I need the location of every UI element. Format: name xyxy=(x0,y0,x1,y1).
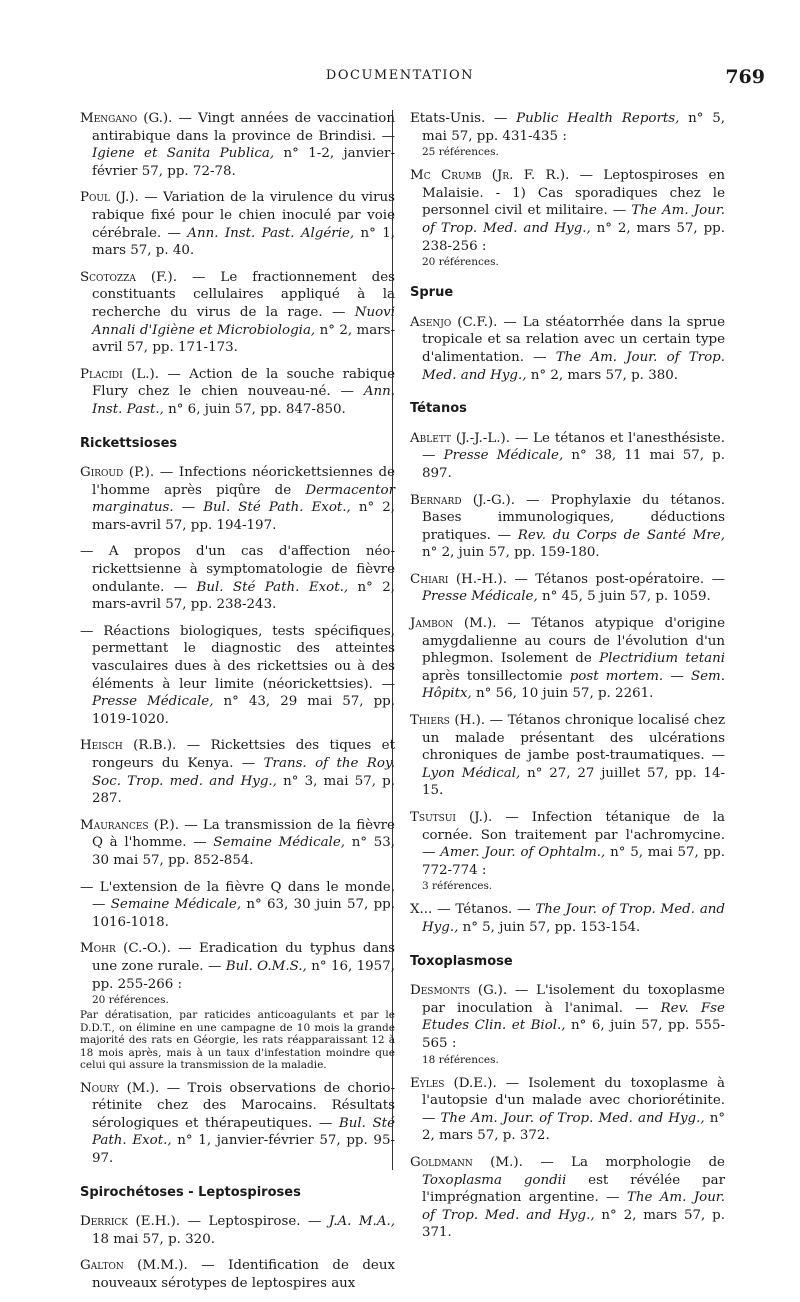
entry-text: — xyxy=(173,500,204,516)
bibliography-entry xyxy=(410,901,725,936)
entry-author: Scotozza (F.). xyxy=(80,269,178,285)
entry-text: après tonsillectomie xyxy=(422,668,570,684)
bibliography-entry xyxy=(80,110,395,180)
entry-journal: Bul. Sté Path. Exot., xyxy=(92,1115,395,1149)
entry-author: Tsutsui (J.). xyxy=(410,810,493,825)
entry-journal: Bul. Sté Path. Exot., xyxy=(203,500,351,516)
entry-text: — La stéatorrhée dans la sprue tropicale et sa relation avec un certain type d'alimentation. — xyxy=(422,314,725,365)
entry-details: n° 6, juin 57, pp. 555-565 : xyxy=(422,1018,725,1051)
entry-journal: Ann. Inst. Past. Algérie, xyxy=(187,225,355,241)
entry-text: — L'isolement du toxoplasme par inoculation à l'animal. — xyxy=(422,983,725,1016)
entry-text: — Le tétanos et l'anesthésiste. — xyxy=(422,430,725,464)
entry-references-count: 20 références. xyxy=(422,256,499,269)
entry-details: n° 2, mars-avril 57, pp. 238-243. xyxy=(92,579,395,613)
entry-details: n° 53, 30 mai 57, pp. 852-854. xyxy=(92,835,395,868)
entry-author: Jambon (M.). xyxy=(410,616,497,632)
entry-text: — Tétanos post-opératoire. — xyxy=(507,571,725,587)
entry-text: — Infection tétanique de la cornée. Son traitement par l'achromycine. — xyxy=(422,810,725,861)
entry-author: Heisch (R.B.). xyxy=(80,738,177,754)
entry-details: n° 2, mars-avril 57, pp. 171-173. xyxy=(92,322,395,356)
bibliography-entry xyxy=(80,269,395,357)
entry-references-count: 3 références. xyxy=(422,880,493,893)
page-number: 769 xyxy=(725,66,765,88)
entry-text: — Action de la souche rabique Flury chez le chien nouveau-né. — xyxy=(92,366,395,400)
left-column xyxy=(80,110,395,1302)
entry-author: Noury (M.). xyxy=(80,1080,160,1096)
entry-text: — Prophylaxie du tétanos. Bases immunologiques, déductions pratiques. — xyxy=(422,492,725,543)
entry-author: Chiari (H.-H.). xyxy=(410,571,508,587)
section-heading-rickettsioses: Rickettsioses xyxy=(80,435,178,451)
entry-text: — Vingt années de vaccination antirabique dans la province de Brindisi. — xyxy=(92,111,395,144)
entry-details: n° 2, juin 57, pp. 159-180. xyxy=(422,545,600,561)
entry-journal: The Am. Jour. of Trop. Med. and Hyg., xyxy=(422,1190,725,1223)
section-heading-sprue: Sprue xyxy=(410,285,454,301)
entry-references-count: 20 références. xyxy=(92,994,169,1007)
entry-author: Goldmann (M.). xyxy=(410,1154,523,1170)
entry-text: — La morphologie de xyxy=(522,1154,725,1170)
entry-text: — Rickettsies des tiques et rongeurs du Kenya. — xyxy=(92,738,395,771)
entry-journal: Rev. Fse Etudes Clin. et Biol., xyxy=(422,1000,725,1034)
abstract-note: Par dératisation, par raticides anticoagulants et par le D.D.T., on élimine en une campagne de 10 mois la grande majorité des rats en Géorgie, les rats réapparaissant 12 à 18 mois après, mais à un taux d'infestation moindre que celui qui assure la transmission de la maladie. xyxy=(80,1009,395,1072)
bibliography-entry xyxy=(80,940,395,1006)
entry-author: X... xyxy=(410,902,433,918)
entry-journal: Presse Médicale, xyxy=(92,694,214,710)
entry-journal: The Am. Jour. of Trop. Med. and Hyg., xyxy=(422,349,725,383)
entry-journal: Nuovi Annali d'Igiène et Microbiologia, xyxy=(92,304,395,338)
bibliography-entry xyxy=(410,430,725,483)
entry-journal: J.A. M.A., xyxy=(328,1214,395,1230)
entry-author: Mohr (C.-O.). xyxy=(80,941,171,957)
entry-author: Poul (J.). xyxy=(80,190,139,206)
entry-journal: Igiene et Sanita Publica, xyxy=(92,146,275,162)
entry-details: n° 27, 27 juillet 57, pp. 14-15. xyxy=(422,765,725,799)
entry-text: — xyxy=(663,668,691,684)
bibliography-entry xyxy=(410,1075,725,1145)
entry-list xyxy=(80,464,395,1006)
bibliography-entry xyxy=(80,1080,395,1168)
entry-author: Eyles (D.E.). xyxy=(410,1075,497,1091)
bibliography-entry xyxy=(80,543,395,613)
entry-text: — Réactions biologiques, tests spécifiques, permettant le diagnostic des atteintes vasculaires dues à des rickettsies ou à des éléments à leur limite (néorickettsies). — xyxy=(80,623,395,692)
entry-text: — Tétanos atypique d'origine amygdalienne au cours de l'évolution d'un phlegmon. Isolement de xyxy=(422,616,725,667)
section-heading-tetanos: Tétanos xyxy=(410,401,467,417)
bibliography-entry xyxy=(80,464,395,534)
entry-author: Maurances (P.). xyxy=(80,817,180,833)
bibliography-entry xyxy=(80,1213,395,1248)
bibliography-entry xyxy=(410,982,725,1065)
entry-journal: Lyon Médical, xyxy=(422,765,521,781)
running-header: DOCUMENTATION xyxy=(325,68,475,83)
entry-author: Thiers (H.). xyxy=(410,713,486,729)
entry-details: n° 2, mars 57, p. 372. xyxy=(422,1110,726,1144)
entry-details: n° 1-2, janvier-février 57, pp. 72-78. xyxy=(92,146,395,179)
bibliography-entry xyxy=(410,809,725,892)
entry-details: n° 5, mai 57, pp. 772-774 : xyxy=(422,845,725,878)
entry-details: 18 mai 57, p. 320. xyxy=(92,1231,215,1247)
section-heading-spirochetoses: Spirochétoses - Leptospiroses xyxy=(80,1184,301,1200)
entry-journal: Rev. du Corps de Santé Mre, xyxy=(517,527,725,543)
entry-details: n° 2, mars 57, p. 380. xyxy=(526,367,679,383)
entry-details: n° 3, mai 57, p. 287. xyxy=(92,773,395,807)
entry-journal: The Jour. of Trop. Med. and Hyg., xyxy=(422,902,725,935)
entry-journal: Sem. Hôpitx, xyxy=(422,668,726,702)
entry-text: — Tétanos chronique localisé chez un malade présentant des ulcérations chroniques de jambe post-traumatiques. — xyxy=(422,713,725,764)
bibliography-entry xyxy=(410,615,725,703)
right-column xyxy=(410,110,725,1251)
bibliography-entry xyxy=(410,571,725,606)
entry-list xyxy=(80,110,395,419)
entry-journal: Bul. Sté Path. Exot., xyxy=(196,579,349,595)
bibliography-entry xyxy=(410,492,725,562)
entry-author: Galton (M.M.). xyxy=(80,1258,188,1274)
entry-details: n° 2, mars 57, p. 371. xyxy=(422,1207,725,1241)
entry-details: n° 2, mars 57, pp. 238-256 : xyxy=(422,220,725,254)
entry-details: n° 16, 1957, pp. 255-266 : xyxy=(92,958,395,992)
entry-details: n° 56, 10 juin 57, p. 2261. xyxy=(471,686,654,702)
entry-details: n° 1, janvier-février 57, pp. 95-97. xyxy=(92,1133,395,1166)
entry-list xyxy=(410,314,725,384)
entry-journal: Presse Médicale, xyxy=(443,448,564,464)
entry-author: Bernard (J.-G.). xyxy=(410,492,516,508)
entry-references-count: 25 références. xyxy=(422,146,499,159)
entry-references-count: 18 références. xyxy=(422,1053,499,1066)
entry-author: Asenjo (C.F.). xyxy=(410,314,498,330)
entry-details: n° 1, mars 57, p. 40. xyxy=(92,225,396,259)
bibliography-entry xyxy=(410,712,725,800)
entry-author: Desmonts (G.). xyxy=(410,983,508,999)
entry-text: est révélée par l'imprégnation argentine. — xyxy=(422,1172,725,1206)
bibliography-entry xyxy=(80,189,395,259)
entry-text: — Eradication du typhus dans une zone rurale. — xyxy=(92,941,395,974)
entry-list xyxy=(80,1213,395,1292)
entry-author: Placidi (L.). xyxy=(80,366,159,382)
entry-text: — Tétanos. — xyxy=(432,902,536,918)
entry-journal: Public Health Reports, xyxy=(516,111,680,126)
entry-list xyxy=(80,1080,395,1168)
entry-journal: Semaine Médicale, xyxy=(213,835,346,851)
bibliography-entry xyxy=(80,737,395,807)
entry-list xyxy=(410,430,725,937)
entry-journal: Bul. O.M.S., xyxy=(225,958,307,974)
entry-text: — L'extension de la fièvre Q dans le monde. — xyxy=(80,879,395,913)
entry-journal: Toxoplasma gondii xyxy=(422,1172,567,1188)
entry-details: n° 38, 11 mai 57, p. 897. xyxy=(422,448,726,481)
entry-journal: Trans. of the Roy. Soc. Trop. med. and Hyg., xyxy=(92,756,395,789)
entry-text: — Le fractionnement des constituants cellulaires appliqué à la recherche du virus de la rage. — xyxy=(92,269,396,320)
entry-text: — Identification de deux nouveaux sérotypes de leptospires aux xyxy=(92,1258,395,1291)
bibliography-entry xyxy=(80,817,395,870)
entry-text: Etats-Unis. — xyxy=(410,111,517,126)
entry-details: n° 5, juin 57, pp. 153-154. xyxy=(458,919,641,935)
entry-text: — Leptospirose. — xyxy=(180,1214,329,1230)
bibliography-entry xyxy=(80,879,395,932)
entry-text: — Trois observations de chorio-rétinite chez des Marocains. Résultats sérologiques et thérapeutiques. — xyxy=(92,1080,395,1131)
entry-journal: Ann. Inst. Past., xyxy=(92,384,395,417)
entry-details: n° 45, 5 juin 57, p. 1059. xyxy=(537,589,711,605)
entry-text: — Variation de la virulence du virus rabique fixé pour le chien inoculé par voie cérébrale. — xyxy=(92,190,395,241)
bibliography-entry xyxy=(410,110,725,158)
entry-journal: Dermacentor marginatus. xyxy=(92,482,395,516)
entry-journal: The Am. Jour. of Trop. Med. and Hyg., xyxy=(440,1110,705,1126)
section-heading-toxoplasmose: Toxoplasmose xyxy=(410,953,513,969)
entry-author: Mengano (G.). xyxy=(80,111,173,126)
entry-journal: Amer. Jour. of Ophtalm., xyxy=(440,845,606,861)
bibliography-entry xyxy=(410,1154,725,1242)
entry-journal: Semaine Médicale, xyxy=(110,897,242,913)
entry-text: — A propos d'un cas d'affection néo-rickettsienne à symptomatologie de fièvre ondulante. — xyxy=(80,544,395,595)
entry-details: n° 2, mars-avril 57, pp. 194-197. xyxy=(92,500,396,533)
bibliography-entry xyxy=(410,167,725,268)
bibliography-entry xyxy=(80,623,395,729)
entry-details: n° 43, 29 mai 57, pp. 1019-1020. xyxy=(92,694,395,727)
entry-details: n° 5, mai 57, pp. 431-435 : xyxy=(422,111,725,144)
entry-details: n° 63, 30 juin 57, pp. 1016-1018. xyxy=(92,897,396,930)
entry-journal: Plectridium tetani xyxy=(599,651,725,667)
entry-journal: post mortem. xyxy=(569,668,664,684)
entry-list xyxy=(410,110,725,268)
entry-text: — La transmission de la fièvre Q à l'homme. — xyxy=(92,817,395,851)
entry-details: n° 6, juin 57, pp. 847-850. xyxy=(163,401,346,417)
bibliography-entry xyxy=(80,1257,395,1292)
entry-text: — Isolement du toxoplasme à l'autopsie d'un malade avec choriorétinite. — xyxy=(422,1075,725,1126)
entry-journal: The Am. Jour. of Trop. Med. and Hyg., xyxy=(422,203,725,236)
entry-author: Derrick (E.H.). xyxy=(80,1214,181,1230)
bibliography-entry xyxy=(410,314,725,384)
entry-list xyxy=(410,982,725,1242)
entry-author: Ablett (J.-J.-L.). xyxy=(410,430,510,446)
entry-author: Mc Crumb (Jr. F. R.). xyxy=(410,168,570,184)
bibliography-entry xyxy=(80,366,395,419)
entry-text: — Infections néorickettsiennes de l'homme après piqûre de xyxy=(92,465,395,498)
entry-author: Giroud (P.). xyxy=(80,465,155,481)
entry-journal: Presse Médicale, xyxy=(422,589,538,605)
entry-text: — Leptospiroses en Malaisie. - 1) Cas sporadiques chez le personnel civil et militaire. — xyxy=(422,168,725,219)
